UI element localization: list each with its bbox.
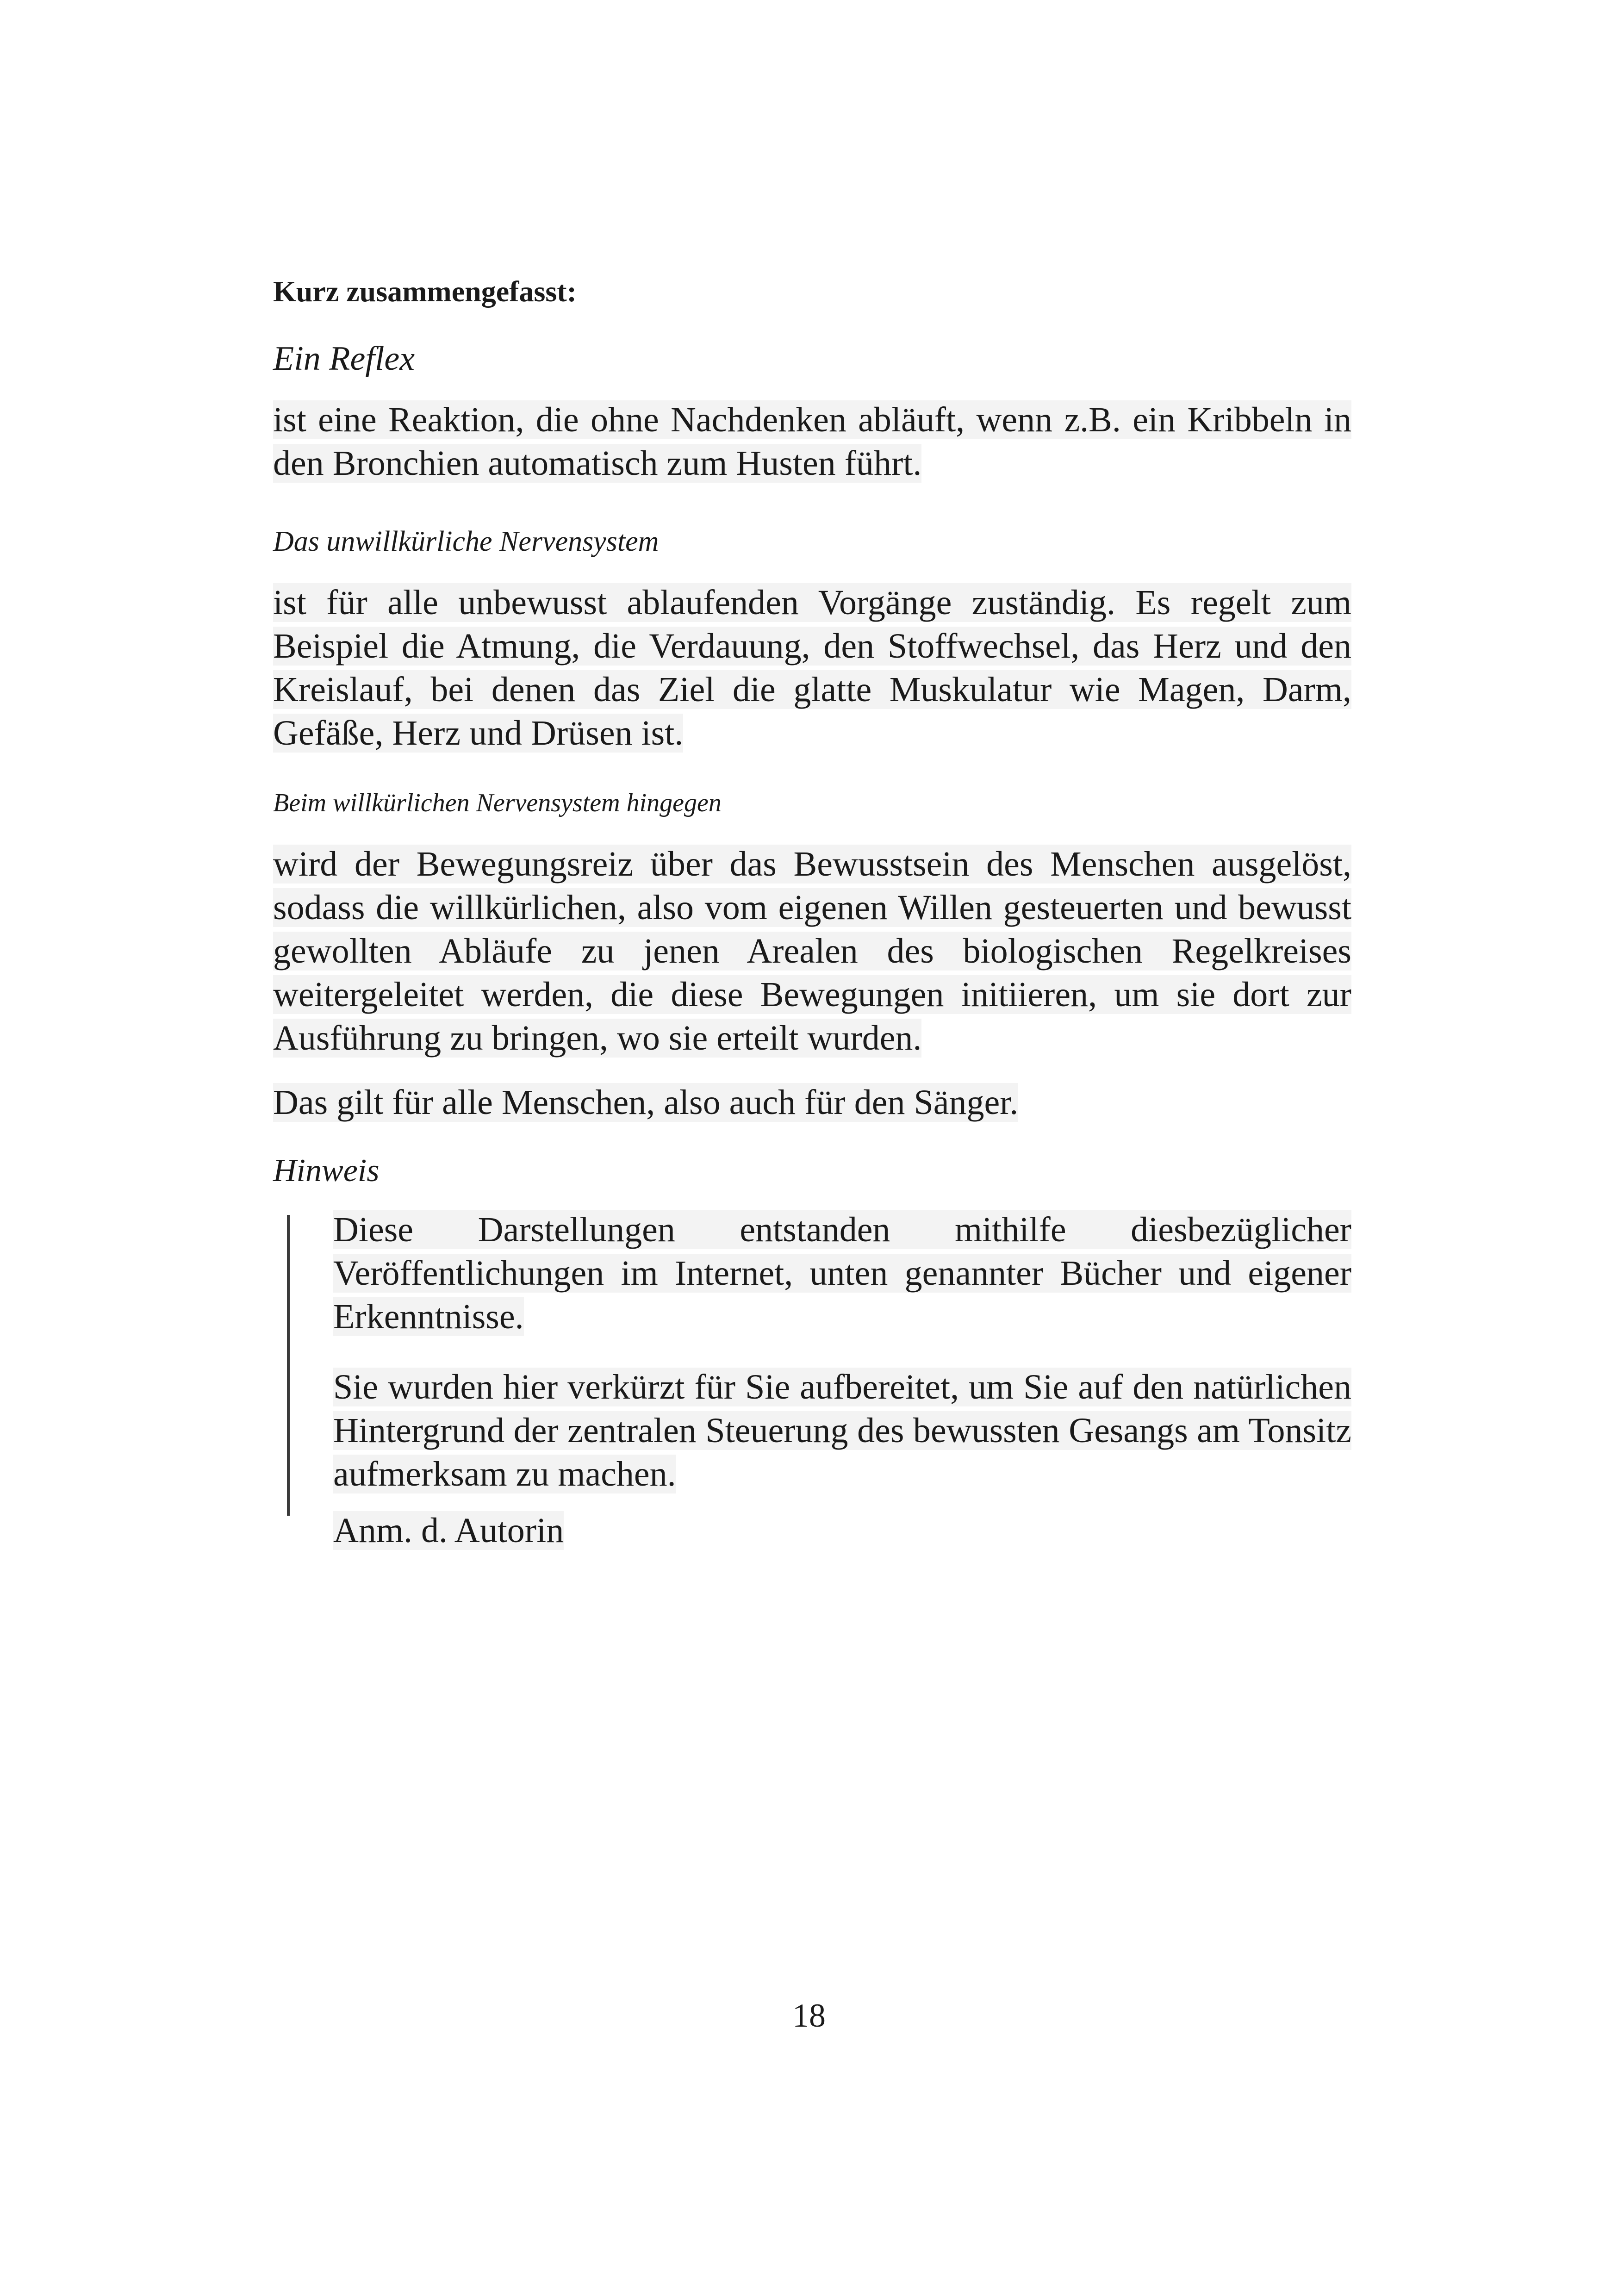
paragraph-involuntary-nervous-system <box>273 581 1351 755</box>
summary-heading: Kurz zusammengefasst: <box>273 275 577 308</box>
note-signature <box>333 1509 1351 1552</box>
note-quote-bar <box>287 1215 290 1516</box>
note-paragraph-2 <box>333 1365 1351 1496</box>
note-paragraph-1-text: Diese Darstellungen entstanden mithilfe diesbezüglicher Veröffentlichungen im Internet, unten genannter Bücher und eigener Erkenntnisse. <box>333 1210 1351 1336</box>
paragraph-voluntary-nervous-system <box>273 842 1351 1060</box>
note-subheading: Hinweis <box>273 1153 380 1188</box>
note-paragraph-2-text: Sie wurden hier verkürzt für Sie aufbereitet, um Sie auf den natürlichen Hintergrund der zentralen Steuerung des bewussten Gesangs am Tonsitz aufmerksam zu machen. <box>333 1368 1351 1493</box>
subheading-voluntary-nervous-system: Beim willkürlichen Nervensystem hingegen <box>273 789 722 817</box>
page-number: 18 <box>792 1997 826 2034</box>
paragraph-reflex <box>273 398 1351 485</box>
subheading-reflex: Ein Reflex <box>273 340 415 378</box>
paragraph-involuntary-text: ist für alle unbewusst ablaufenden Vorgänge zuständig. Es regelt zum Beispiel die Atmung, die Verdauung, den Stoffwechsel, das Herz und den Kreislauf, bei denen das Ziel die glatte Muskulatur wie Magen, Darm, Gefäße, Herz und Drüsen ist. <box>273 583 1351 753</box>
note-signature-text: Anm. d. Autorin <box>333 1511 564 1550</box>
note-paragraph-1 <box>333 1208 1351 1338</box>
closing-sentence <box>273 1081 1351 1124</box>
paragraph-reflex-text: ist eine Reaktion, die ohne Nachdenken abläuft, wenn z.B. ein Kribbeln in den Bronchien automatisch zum Husten führt. <box>273 400 1351 483</box>
closing-sentence-text: Das gilt für alle Menschen, also auch für den Sänger. <box>273 1083 1019 1122</box>
subheading-involuntary-nervous-system: Das unwillkürliche Nervensystem <box>273 526 659 557</box>
paragraph-voluntary-text: wird der Bewegungsreiz über das Bewusstsein des Menschen ausgelöst, sodass die willkürlichen, also vom eigenen Willen gesteuerten und bewusst gewollten Abläufe zu jenen Arealen des biologischen Regelkreises weitergeleitet werden, die diese Bewegungen initiieren, um sie dort zur Ausführung zu bringen, wo sie erteilt wurden. <box>273 845 1351 1058</box>
